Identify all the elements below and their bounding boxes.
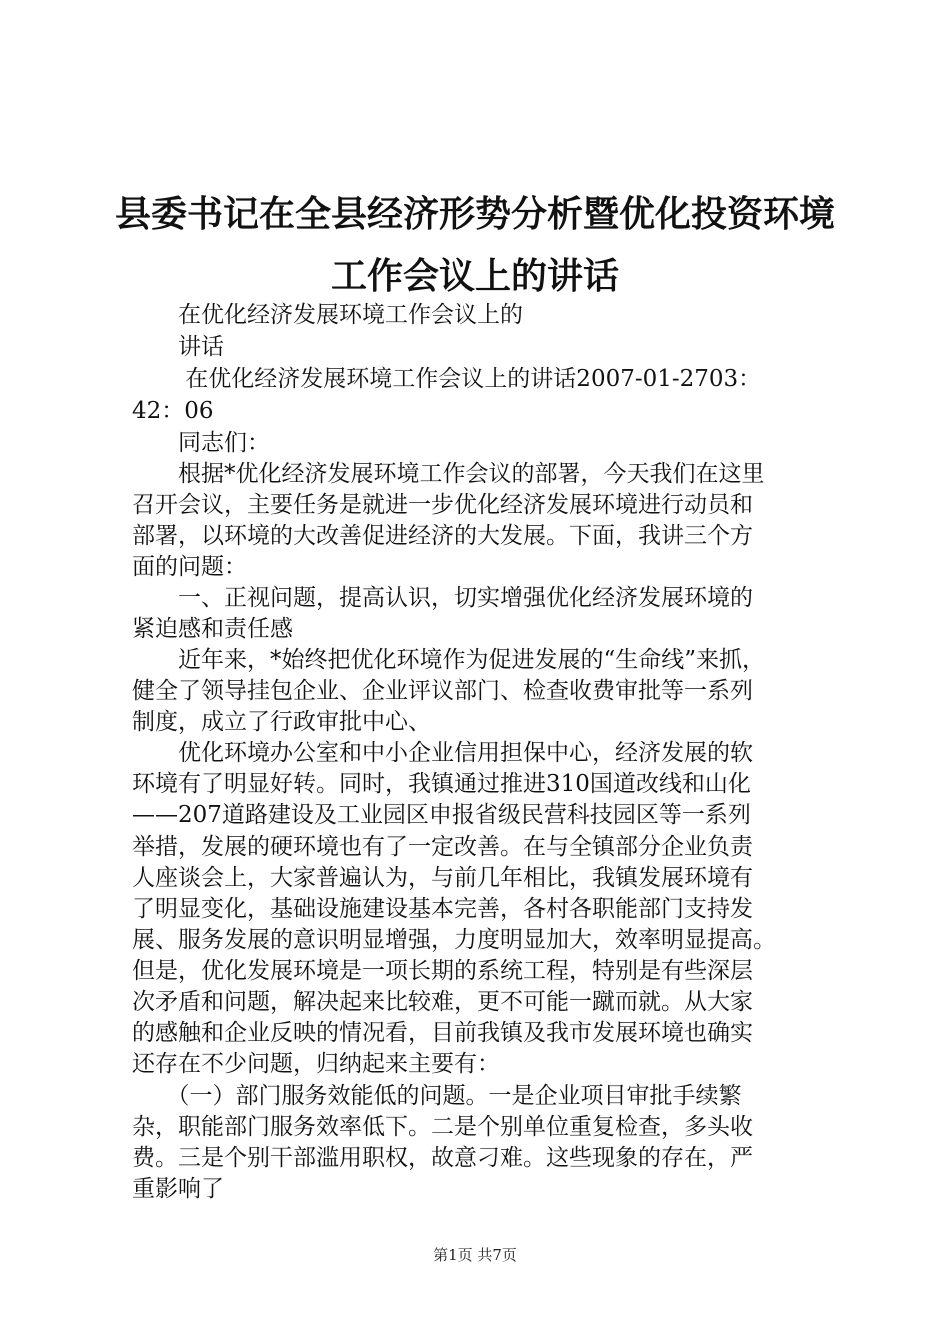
body-text-line: 在优化经济发展环境工作会议上的 — [132, 302, 523, 328]
body-text-line: 根据*优化经济发展环境工作会议的部署，今天我们在这里 — [132, 461, 765, 487]
body-text-line: 健全了领导挂包企业、企业评议部门、检查收费审批等一系列 — [132, 678, 753, 704]
body-text-line: ——207道路建设及工业园区申报省级民营科技园区等一系列 — [132, 802, 751, 828]
body-text-line: 面的问题： — [132, 554, 247, 580]
body-text-line: 紧迫感和责任感 — [132, 616, 293, 642]
body-text-line: （一）部门服务效能低的问题。一是企业项目审批手续繁 — [132, 1083, 742, 1109]
body-text-line: 的感触和企业反映的情况看，目前我镇及我市发展环境也确实 — [132, 1020, 753, 1046]
body-text-line: 42：06 — [132, 398, 214, 424]
body-text-line: 杂，职能部门服务效率低下。二是个别单位重复检查，多头收 — [132, 1114, 753, 1140]
body-text-line: 环境有了明显好转。同时，我镇通过推进310国道改线和山化 — [132, 771, 751, 797]
body-text-line: 近年来，*始终把优化环境作为促进发展的“生命线”来抓， — [132, 647, 766, 673]
body-text-line: 费。三是个别干部滥用职权，故意刁难。这些现象的存在，严 — [132, 1145, 753, 1171]
body-text-line: 同志们： — [132, 430, 270, 456]
page-number-footer: 第1页 共7页 — [433, 1246, 517, 1264]
body-text-line: 举措，发展的硬环境也有了一定改善。在与全镇部分企业负责 — [132, 834, 753, 860]
document-title-line-1: 县委书记在全县经济形势分析暨优化投资环境 — [114, 194, 835, 235]
body-text-line: 次矛盾和问题，解决起来比较难，更不可能一蹴而就。从大家 — [132, 989, 753, 1015]
body-text-line: 展、服务发展的意识明显增强，力度明显加大，效率明显提高。 — [132, 927, 776, 953]
body-text-line: 人座谈会上，大家普遍认为，与前几年相比，我镇发展环境有 — [132, 865, 753, 891]
body-text-line: 优化环境办公室和中小企业信用担保中心，经济发展的软 — [132, 740, 753, 766]
document-title-line-2: 工作会议上的讲话 — [330, 256, 619, 297]
body-text-line: 了明显变化，基础设施建设基本完善，各村各职能部门支持发 — [132, 896, 753, 922]
body-text-line: 讲话 — [132, 334, 224, 360]
body-text-line: 还存在不少问题，归纳起来主要有： — [132, 1051, 500, 1077]
body-text-line: 但是，优化发展环境是一项长期的系统工程，特别是有些深层 — [132, 958, 753, 984]
body-text-line: 制度，成立了行政审批中心、 — [132, 709, 431, 735]
body-text-line: 部署，以环境的大改善促进经济的大发展。下面，我讲三个方 — [132, 523, 753, 549]
body-text-line: 一、正视问题，提高认识，切实增强优化经济发展环境的 — [132, 585, 753, 611]
body-text-line: 在优化经济发展环境工作会议上的讲话2007-01-2703： — [132, 366, 762, 392]
body-text-line: 召开会议，主要任务是就进一步优化经济发展环境进行动员和 — [132, 492, 753, 518]
body-text-line: 重影响了 — [132, 1176, 224, 1202]
